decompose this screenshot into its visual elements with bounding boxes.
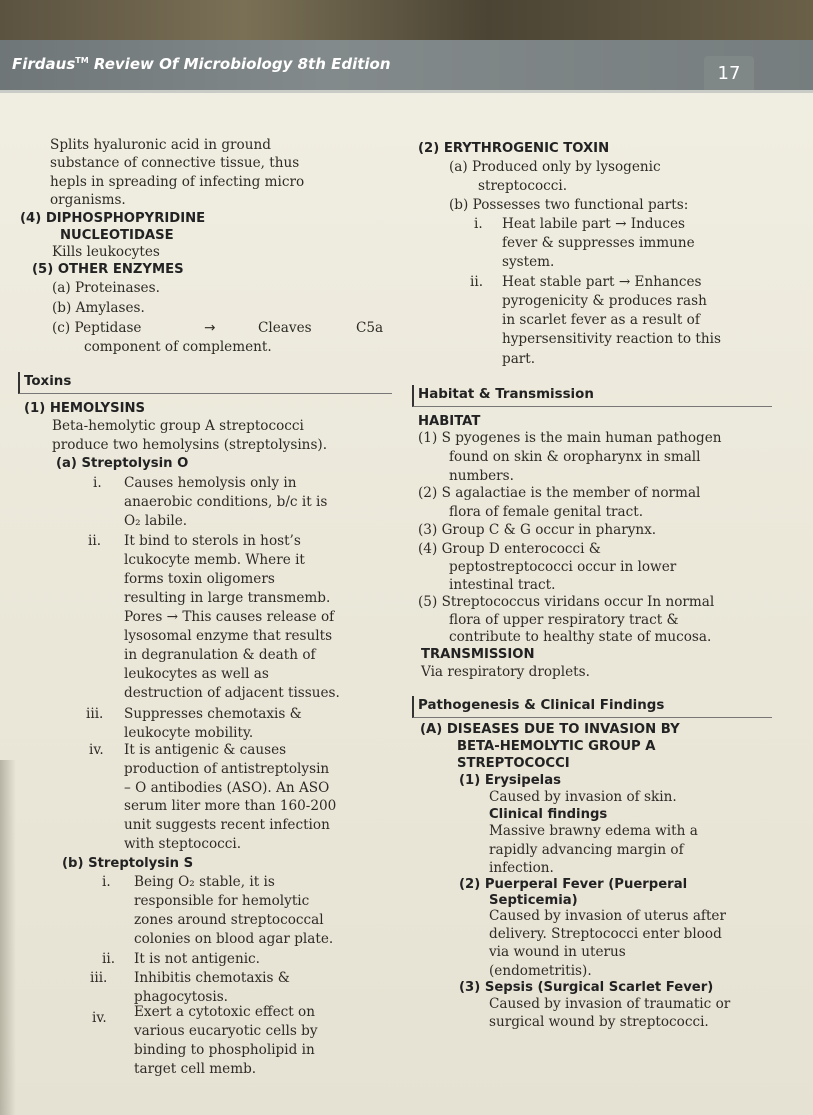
sls-item-line: phagocytosis. <box>134 989 229 1005</box>
hemolysins-text: Beta-hemolytic group A streptococci <box>52 418 304 434</box>
sls-item-line: Being O₂ stable, it is <box>134 874 275 890</box>
habitat-line: found on skin & oropharynx in small <box>449 449 701 465</box>
hemolysins-text: produce two hemolysins (streptolysins). <box>52 437 328 453</box>
binding-shadow <box>0 760 16 1115</box>
section-pathogenesis: Pathogenesis & Clinical Findings <box>412 696 772 718</box>
other-enzymes-heading: (5) OTHER ENZYMES <box>32 262 184 277</box>
intro-line: Splits hyaluronic acid in ground <box>50 137 271 153</box>
slo-item-line: resulting in large transmemb. <box>124 590 331 606</box>
sls-item-line: Inhibitis chemotaxis & <box>134 970 290 986</box>
diphospho-heading: (4) DIPHOSPHOPYRIDINE <box>20 211 206 226</box>
habitat-line: (3) Group C & G occur in pharynx. <box>418 522 657 538</box>
sepsis-line: surgical wound by streptococci. <box>489 1014 709 1030</box>
slo-item-line: destruction of adjacent tissues. <box>124 685 340 701</box>
erythrogenic-line: part. <box>502 351 536 367</box>
puerperal-heading: (2) Puerperal Fever (Puerperal <box>459 877 688 892</box>
intro-line: hepls in spreading of infecting micro <box>50 174 305 190</box>
intro-line: organisms. <box>50 192 126 208</box>
diseases-heading: (A) DISEASES DUE TO INVASION BY <box>420 722 680 737</box>
puerperal-line: (endometritis). <box>489 963 592 979</box>
enzyme-item: (a) Proteinases. <box>52 280 160 296</box>
sls-item-line: various eucaryotic cells by <box>134 1023 318 1039</box>
enzyme-item-c-line2: component of complement. <box>84 339 272 355</box>
slo-item-line: leukocytes as well as <box>124 666 269 682</box>
slo-item-line: forms toxin oligomers <box>124 571 275 587</box>
erythrogenic-a: streptococci. <box>478 178 568 194</box>
slo-item-line: leukocyte mobility. <box>124 725 254 741</box>
erythrogenic-line: in scarlet fever as a result of <box>502 312 700 328</box>
slo-item-line: O₂ labile. <box>124 513 188 529</box>
erythrogenic-line: fever & suppresses immune <box>502 235 695 251</box>
book-title: Firdaus™ Review Of Microbiology 8th Edition <box>12 55 391 73</box>
erythrogenic-line: pyrogenicity & produces rash <box>502 293 707 309</box>
clinical-line: infection. <box>489 860 554 876</box>
diphospho-heading-2: NUCLEOTIDASE <box>60 228 174 243</box>
header-divider <box>0 90 813 93</box>
erythrogenic-line: system. <box>502 254 555 270</box>
erythrogenic-line: Heat labile part → Induces <box>502 216 686 232</box>
habitat-line: (2) S agalactiae is the member of normal <box>418 485 701 501</box>
slo-item-line: unit suggests recent infection <box>124 817 330 833</box>
slo-item-number: iii. <box>86 706 104 722</box>
enzyme-item-c-cleaves: Cleaves <box>258 320 312 336</box>
erythrogenic-item-number: i. <box>474 216 483 232</box>
enzyme-item-c-arrow: → <box>204 320 216 336</box>
habitat-line: numbers. <box>449 468 514 484</box>
erysipelas-text: Caused by invasion of skin. <box>489 789 677 805</box>
sls-item-number: ii. <box>102 951 116 967</box>
sepsis-line: Caused by invasion of traumatic or <box>489 996 731 1012</box>
diseases-heading: BETA-HEMOLYTIC GROUP A <box>457 739 656 754</box>
slo-item-number: ii. <box>88 533 102 549</box>
section-habitat-transmission: Habitat & Transmission <box>412 385 772 407</box>
sls-item-number: i. <box>102 874 111 890</box>
sls-item-line: target cell memb. <box>134 1061 257 1077</box>
habitat-line: (5) Streptococcus viridans occur In normal <box>418 594 715 610</box>
slo-item-line: lysosomal enzyme that results <box>124 628 333 644</box>
enzyme-item: (b) Amylases. <box>52 300 145 316</box>
photo-top-edge <box>0 0 813 40</box>
transmission-heading: TRANSMISSION <box>421 647 535 662</box>
enzyme-item-c-label: (c) Peptidase <box>52 320 142 336</box>
slo-item-number: i. <box>93 475 102 491</box>
clinical-line: Massive brawny edema with a <box>489 823 698 839</box>
slo-item-line: production of antistreptolysin <box>124 761 330 777</box>
transmission-text: Via respiratory droplets. <box>421 664 590 680</box>
streptolysin-o-heading: (a) Streptolysin O <box>56 456 189 471</box>
habitat-line: flora of female genital tract. <box>449 504 644 520</box>
sls-item-line: zones around streptococcal <box>134 912 324 928</box>
habitat-heading: HABITAT <box>418 414 481 429</box>
erythrogenic-a: (a) Produced only by lysogenic <box>449 159 661 175</box>
erythrogenic-item-number: ii. <box>470 274 484 290</box>
habitat-line: (4) Group D enterococci & <box>418 541 601 557</box>
slo-item-line: Suppresses chemotaxis & <box>124 706 302 722</box>
slo-item-number: iv. <box>89 742 104 758</box>
puerperal-line: delivery. Streptococci enter blood <box>489 926 722 942</box>
enzyme-item-c-c5a: C5a <box>356 320 384 336</box>
habitat-line: peptostreptococci occur in lower <box>449 559 677 575</box>
slo-item-line: It is antigenic & causes <box>124 742 287 758</box>
erythrogenic-line: hypersensitivity reaction to this <box>502 331 721 347</box>
habitat-line: (1) S pyogenes is the main human pathogen <box>418 430 722 446</box>
sls-item-line: It is not antigenic. <box>134 951 260 967</box>
sls-item-line: Exert a cytotoxic effect on <box>134 1004 315 1020</box>
habitat-line: intestinal tract. <box>449 577 556 593</box>
puerperal-line: Caused by invasion of uterus after <box>489 908 726 924</box>
slo-item-line: – O antibodies (ASO). An ASO <box>124 780 330 796</box>
puerperal-line: via wound in uterus <box>489 944 626 960</box>
page-number: 17 <box>704 56 754 92</box>
erythrogenic-line: Heat stable part → Enhances <box>502 274 702 290</box>
sls-item-line: binding to phospholipid in <box>134 1042 315 1058</box>
slo-item-line: lcukocyte memb. Where it <box>124 552 305 568</box>
diseases-heading: STREPTOCOCCI <box>457 756 570 771</box>
slo-item-line: Pores → This causes release of <box>124 609 335 625</box>
sls-item-number: iv. <box>92 1010 107 1026</box>
slo-item-line: with steptococci. <box>124 836 242 852</box>
clinical-line: rapidly advancing margin of <box>489 842 684 858</box>
slo-item-line: serum liter more than 160-200 <box>124 798 337 814</box>
clinical-findings-heading: Clinical findings <box>489 807 608 822</box>
habitat-line: contribute to healthy state of mucosa. <box>449 629 712 645</box>
slo-item-line: in degranulation & death of <box>124 647 316 663</box>
hemolysins-heading: (1) HEMOLYSINS <box>24 401 146 416</box>
habitat-line: flora of upper respiratory tract & <box>449 612 679 628</box>
slo-item-line: Causes hemolysis only in <box>124 475 297 491</box>
erysipelas-heading: (1) Erysipelas <box>459 773 561 788</box>
sls-item-line: colonies on blood agar plate. <box>134 931 334 947</box>
diphospho-text: Kills leukocytes <box>52 244 160 260</box>
slo-item-line: anaerobic conditions, b/c it is <box>124 494 328 510</box>
intro-line: substance of connective tissue, thus <box>50 155 300 171</box>
puerperal-heading: Septicemia) <box>489 893 578 908</box>
erythrogenic-b: (b) Possesses two functional parts: <box>449 197 689 213</box>
sls-item-number: iii. <box>90 970 108 986</box>
sepsis-heading: (3) Sepsis (Surgical Scarlet Fever) <box>459 980 714 995</box>
slo-item-line: It bind to sterols in host’s <box>124 533 301 549</box>
sls-item-line: responsible for hemolytic <box>134 893 310 909</box>
section-toxins: Toxins <box>18 372 392 394</box>
erythrogenic-heading: (2) ERYTHROGENIC TOXIN <box>418 141 610 156</box>
streptolysin-s-heading: (b) Streptolysin S <box>62 856 194 871</box>
